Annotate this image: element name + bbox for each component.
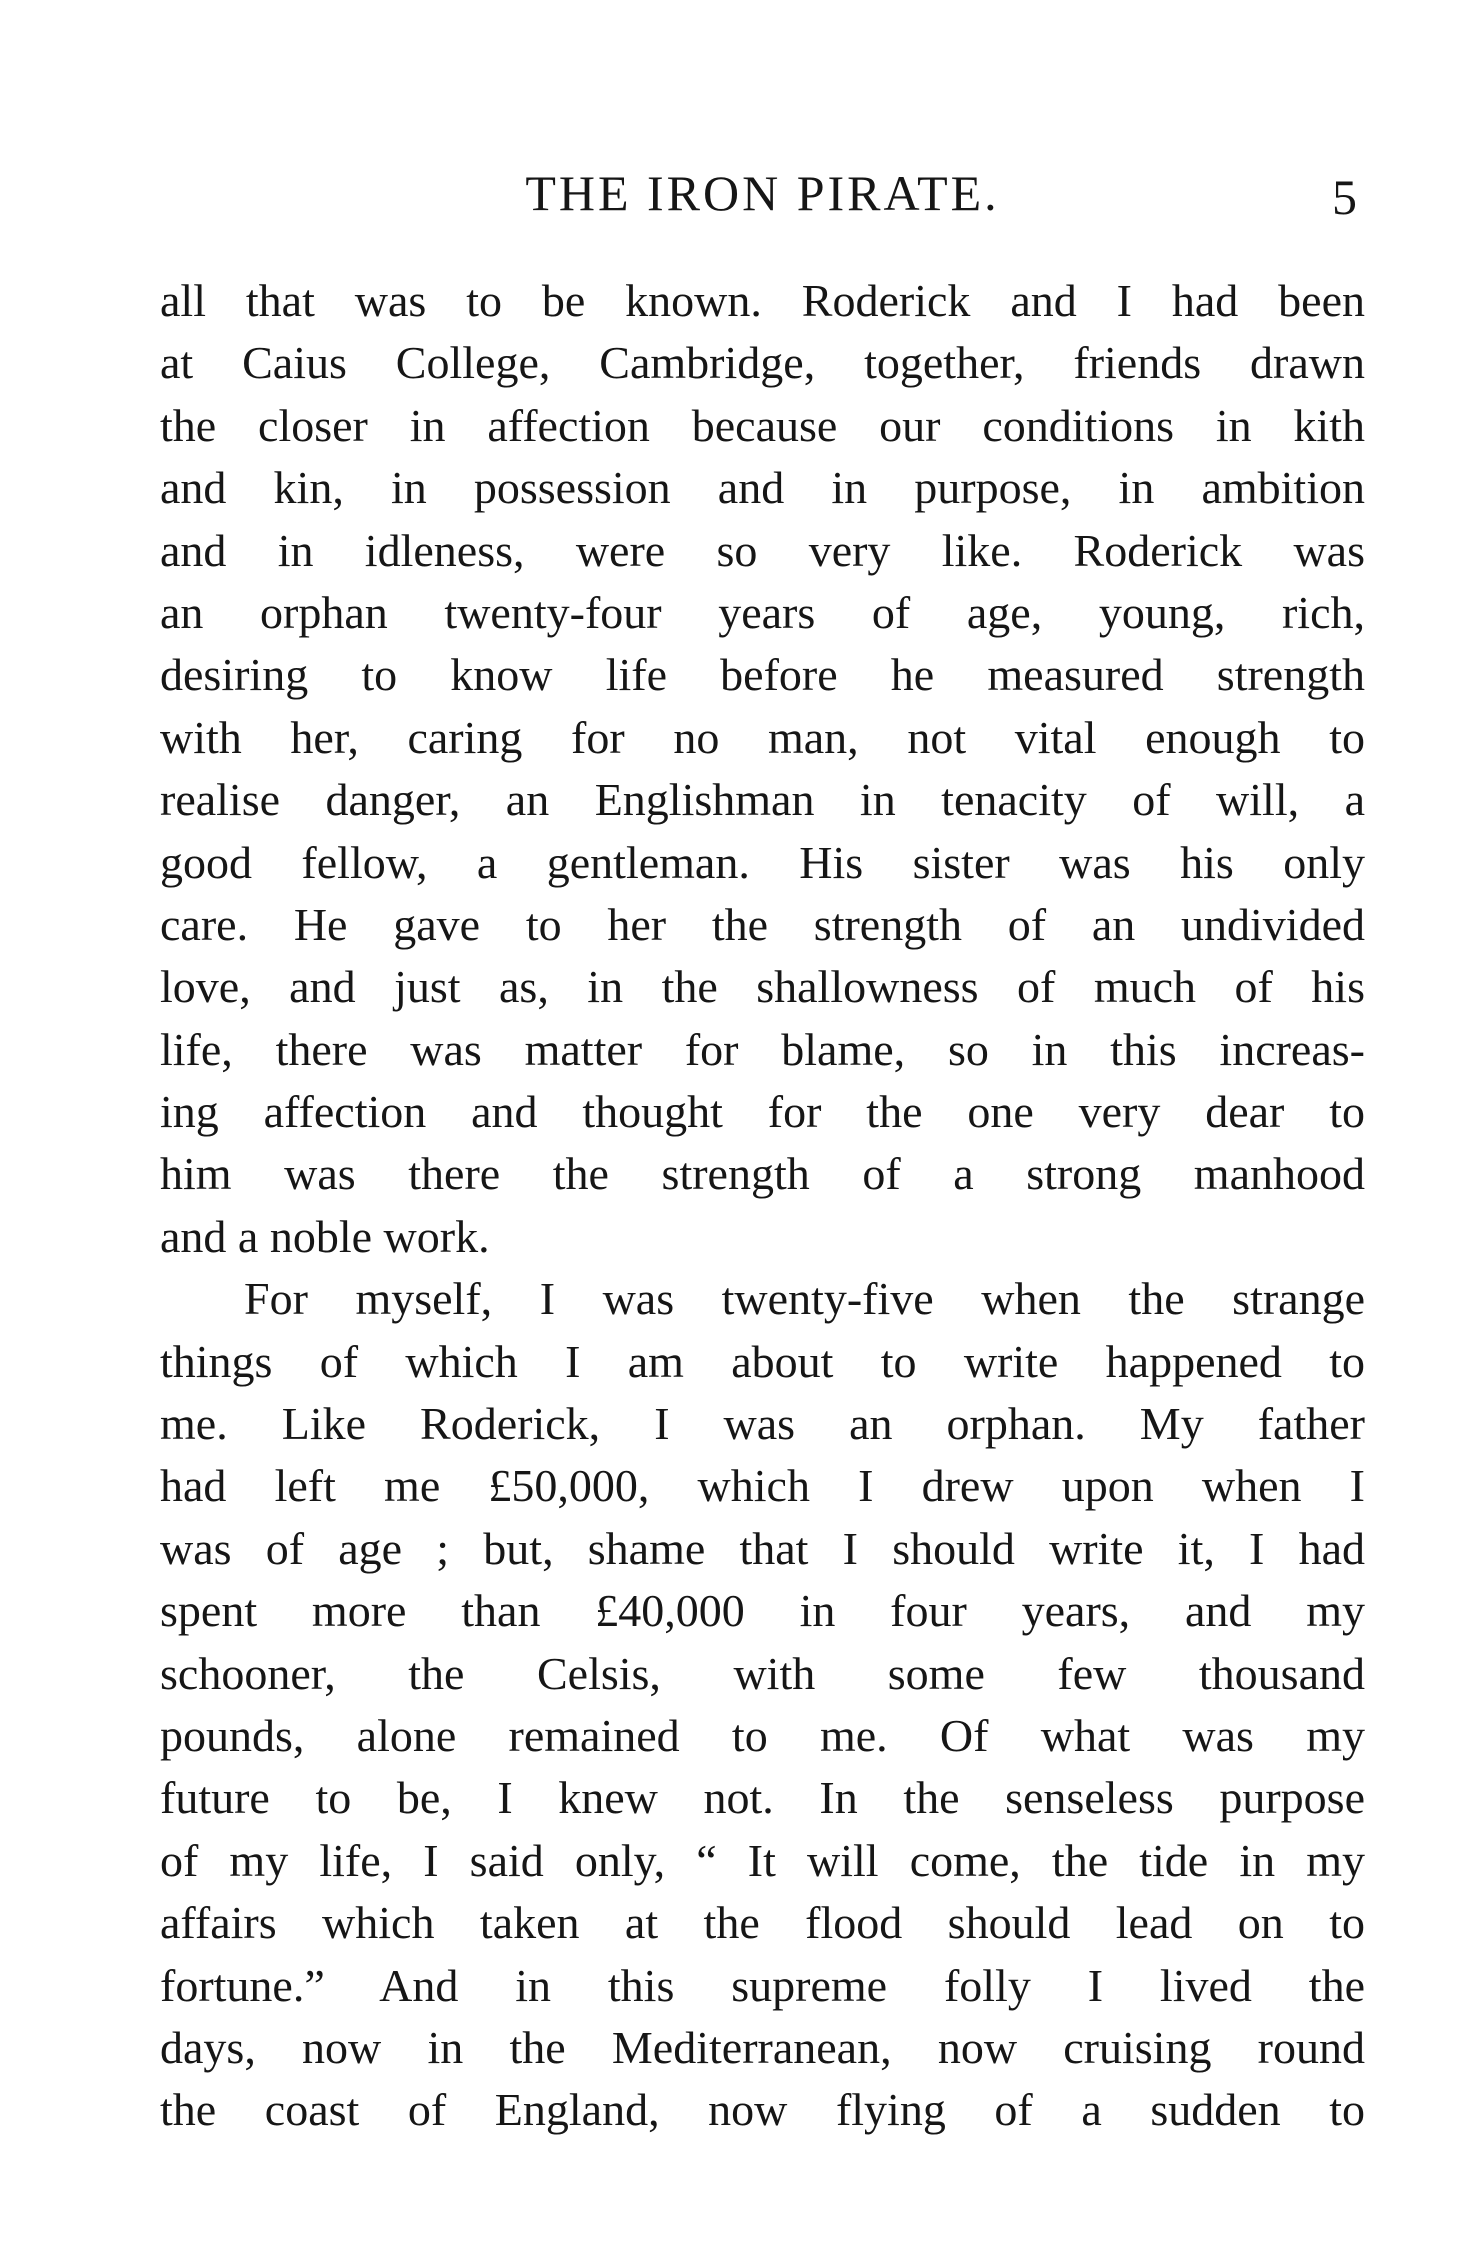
body-text [160,270,1365,2142]
text-line: an orphan twenty-four years of age, young, rich, [160,586,1365,638]
text-line: ing affection and thought for the one very dear to [160,1086,1365,1138]
text-line: life, there was matter for blame, so in this increas- [160,1023,1365,1075]
running-title: THE IRON PIRATE. [525,165,1000,221]
text-line: had left me £50,000, which I drew upon when I [160,1460,1365,1512]
text-line: love, and just as, in the shallowness of much of his [160,961,1365,1013]
text-line: desiring to know life before he measured strength [160,649,1365,701]
text-line: him was there the strength of a strong manhood [160,1148,1365,1200]
text-line: affairs which taken at the flood should lead on to [160,1897,1365,1949]
text-line: pounds, alone remained to me. Of what was my [160,1709,1365,1761]
text-line: spent more than £40,000 in four years, and my [160,1585,1365,1637]
text-line: fortune.” And in this supreme folly I lived the [160,1959,1365,2011]
text-line: all that was to be known. Roderick and I had been [160,275,1365,326]
text-line: future to be, I knew not. In the senseless purpose [160,1772,1365,1824]
text-line: with her, caring for no man, not vital enough to [160,711,1365,763]
page-number: 5 [1332,169,1357,225]
paragraph-end-line: and a noble work. [160,1210,490,1262]
text-line: the coast of England, now flying of a sudden to [160,2084,1365,2136]
text-line: me. Like Roderick, I was an orphan. My father [160,1398,1365,1450]
text-line: care. He gave to her the strength of an undivided [160,898,1365,950]
text-line: and in idleness, were so very like. Roderick was [160,524,1365,576]
text-line: and kin, in possession and in purpose, in ambition [160,462,1365,514]
paragraph-start-line: For myself, I was twenty-five when the strange [244,1273,1365,1325]
text-line: realise danger, an Englishman in tenacity of will, a [160,774,1365,826]
text-line: things of which I am about to write happened to [160,1335,1365,1387]
text-line: at Caius College, Cambridge, together, friends drawn [160,337,1365,389]
running-head [160,158,1365,228]
text-line: good fellow, a gentleman. His sister was his only [160,836,1365,888]
text-line: days, now in the Mediterranean, now cruising round [160,2021,1365,2073]
text-line: the closer in affection because our conditions in kith [160,399,1365,451]
text-line: schooner, the Celsis, with some few thousand [160,1647,1365,1699]
text-line: of my life, I said only, “ It will come, the tide in my [160,1834,1365,1886]
text-line: was of age ; but, shame that I should write it, I had [160,1522,1365,1574]
